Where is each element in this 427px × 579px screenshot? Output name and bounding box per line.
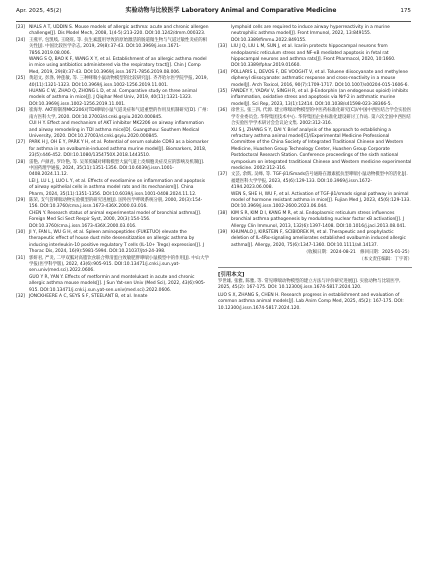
reference-entry <box>218 70 412 89</box>
received-dates: （收稿日期：2024-08-21 修回日期：2025-01-25） <box>303 250 412 256</box>
reference-entry <box>16 140 210 159</box>
reference-entry <box>16 294 210 300</box>
reference-number: [34] <box>218 69 228 75</box>
citation-english: LUO S X, ZHANG S, CHEN H. Research progress in establishment and evaluation of common asthma animal models[J]. Lab Anim Comp Med, 2025, 45(2): 167-175. DOI: 10.12300/j.issn.1674-5817.2024.120. <box>218 292 404 311</box>
reference-line: POLLARIS L, DEVOS F, DE VOOGHT V, et al. Toluene diisocyanate and methylene diphenyl diisocyanate: asthmatic response and cross-reactivity in a mouse model[J]. Arch Toxicol, 2016, 90(7):1709-1717. DOI:10.1007/s00204-015-1606-6. <box>231 69 409 88</box>
reference-line: NIALS A T, UDDIN S. Mouse models of allergic asthma: acute and chronic allergen challenge[J]. Dis Model Mech, 2008, 1(4-5):213-220. DOI:10.1242/dmm.000323. <box>29 25 209 37</box>
reference-line: 郭妍君, 严炎, 二甲双胍对高脂饮食联合卵清蛋白致敏肥胖哮喘小鼠模型中的作用[J]. 中山大学学报(医学科学版), 2022, 43(6):905-915. DOI:10.13471/j.cnki.j.sun.yat-sen.univ(med.sci).2022.0606. <box>29 255 209 274</box>
reference-entry <box>218 230 412 249</box>
reference-number: [24] <box>16 37 26 43</box>
reference-entry <box>218 25 412 44</box>
reference-line: XU S J, ZHANG S Y, DAI Y. Brief analysis of the approach to establishing a refractory asthma animal model[C]//Experimental Medicine Professional Committee of the China Society of Integrated Traditional Chinese and Western Medicine, Huashen Group Technology Center, Huashen Group Corporate Postdoctoral Research Station. Conference proceedings of the sixth national symposium on integrated traditional Chinese and Western medicine experimental medicine. 2002:312-316. <box>231 127 412 171</box>
reference-entry <box>16 108 210 140</box>
reference-entry <box>16 160 210 198</box>
reference-number: [38] <box>218 210 228 216</box>
reference-number: [35] <box>218 89 228 95</box>
running-header <box>16 7 411 19</box>
reference-number <box>218 25 228 44</box>
reference-number: [25] <box>16 76 26 82</box>
reference-text <box>231 89 412 108</box>
reference-line: 雷艳, 卢颜君, 罗玲艳, 等. 吴茱萸碱对哮喘模型大鼠气道上皮细胞炎症反应的影响及机制[J]. 中国药理学通报, 2024, 35(11):1351-1356. DOI:10.6039/j.issn.1001-0408.2024.11.12. <box>29 159 205 178</box>
reference-number: [32] <box>16 294 26 300</box>
reference-entry <box>218 211 412 230</box>
reference-number: [36] <box>218 108 228 114</box>
reference-entry <box>16 198 210 230</box>
reference-entry <box>16 38 210 76</box>
reference-line: LIU J Q, LIU L M, SUN J, et al. Icariin protects hippocampal neurons from endoplasmic reticulum stress and NF-κB mediated apoptosis in fetal rat hippocampal neurons and asthma rats[J]. Front Pharmacol, 2020, 10:1660. DOI:10.3389/fphar.2019.01660. <box>231 44 396 69</box>
reference-line: 陈荣, 支气管哮喘动物实验模型的研究进展[J]. 国外医学呼吸系统分册, 2000, 20(3):154-156. DOI:10.3760/cma.j.issn.1673-436X.2000.03.016. <box>29 197 203 210</box>
citation-chinese: 罗世雄, 张雅, 陈雅, 等. 常见哮喘动物模型的建立方法与评价研究进展[J]. 实验动物与比较医学, 2025, 45(2): 167-175. DOI: 10.12300/j.issn.1674-5817.2024.120. <box>218 279 401 291</box>
reference-line: WANG S Q, BAO K F, WANG X Y, et al. Establishment of an allergic asthma model in mice using antibiotics administered via the respiratory tract[J]. Chin J Comp Med, 2019, 29(8):37-43. DOI:10.3969/j.issn.1671-7856.2019.08.006. <box>29 57 207 75</box>
reference-line: PARK H J, OH E Y, PARK Y H, et al. Potential of serum soluble CD93 as a biomarker for asthma in an ovalbumin-induced asthma murine model[J]. Biomarkers, 2018, 23(5):446-452. DOI:10.1080/1354750X.2018.1443510. <box>29 140 209 159</box>
reference-number: [30] <box>16 230 26 235</box>
reference-line: KIM S R, KIM D I, KANG M R, et al. Endoplasmic reticulum stress influences bronchial asthma pathogenesis by modulating nuclear factor κB activation[J]. J Allergy Clin Immunol, 2013, 132(6):1397-1408. DOI:10.1016/j.jaci.2013.08.041. <box>231 210 407 229</box>
right-references <box>218 25 412 249</box>
reference-entry <box>218 89 412 108</box>
responsible-editor: （本文责任编辑：丁宇菁） <box>359 256 412 262</box>
reference-line: FANDEY Y, YADAV V, SINGH R, et al. β-Endorphin (an endogenous opioid) inhibits inflammation, oxidative stress and apoptosis via Nrf-2 in asthmatic murine model[J]. Sci Rep, 2023, 13(1):12414. DOI:10.1038/s41598-023-38366-5. <box>231 89 409 107</box>
reference-line: lymphoid cells are required to induce airway hyperreactivity in a murine neutrophilic asthma model[J]. Front Immunol, 2022, 13:849155. DOI:10.3389/fimmu.2022.849155. <box>231 25 390 43</box>
header-rule <box>16 21 411 22</box>
reference-text <box>29 160 210 198</box>
reference-entry <box>16 76 210 108</box>
reference-number: [33] <box>218 44 228 50</box>
reference-number: [37] <box>218 172 228 178</box>
reference-text <box>29 38 210 76</box>
reference-text <box>29 25 210 38</box>
reference-text <box>29 76 210 108</box>
reference-entry <box>16 256 210 294</box>
reference-entry <box>16 25 210 38</box>
reference-text <box>231 211 412 230</box>
reference-text <box>231 25 412 44</box>
left-column <box>16 25 210 300</box>
reference-line: CUI H Y. Effect and mechanism of AKT inhibitor MK2206 on airway inflammation and airway remodeling in TDI asthma mice[D]. Guangzhou: Southern Medical University, 2020. DOI:10.27003/d.cnki.gsyiu.2020.000845. <box>29 121 204 139</box>
reference-number: [29] <box>16 197 26 203</box>
reference-text <box>29 256 210 294</box>
reference-entry <box>16 230 210 256</box>
reference-text <box>231 230 412 249</box>
citation-block <box>218 271 412 312</box>
right-column <box>218 25 412 313</box>
reference-entry <box>218 44 412 70</box>
reference-line: WEN S, SHE H, WU F, et al. Activation of TGF-β1/smads signal pathway in animal model of hormone resistant asthma in mice[J]. Fujian Med J, 2023, 45(6):129-133. DOI:10.3969/j.issn.1002-2600.2023.06.044. <box>231 191 411 210</box>
citation-divider <box>218 267 412 268</box>
issue-info: Apr. 2025, 45(2) <box>16 8 62 14</box>
reference-text <box>29 140 210 159</box>
reference-line: HUANG C W, ZHAO Q, ZHONG L D, et al. Comparative study on three animal models of asthma in mice[J]. J Qiqihar Med Univ, 2019, 40(11):1321-1323. DOI:10.3969/j.issn.1002-1256.2019.11.001. <box>29 89 197 107</box>
reference-line: KHUMALO J, KIRSTEIN F, SCIBIOREK M, et al. Therapeutic and prophylactic deletion of IL-4Rα-signaling ameliorates established ovalbumin induced allergic asthma[J]. Allergy, 2020, 75(6):1347-1360. DOI:10.1111/all.14137. <box>231 230 406 248</box>
reference-number: [31] <box>16 255 26 261</box>
citation-heading: [引用本文] <box>218 272 245 279</box>
reference-line: 王燕平, 包凯岐, 王晓旺, 等. 抗生素滥用导致的原始激活的肠道微生物与气道过敏性炎症的相关性[J]. 中国比较医学杂志, 2019, 29(8):37-43. DOI:10.3969/j.issn.1671-7856.2019.08.006. <box>29 37 208 56</box>
reference-line: JONCKHEERE A C, SEYS S F, STEELANT B, et al. Innate <box>29 294 148 300</box>
reference-line: GUO Y R, YAN Y. Effects of metformin and montelukast in acute and chronic allergic asthma mouse models[J]. J Sun Yat-sen Univ (Med Sci), 2022, 43(6):905-915. DOI:10.13471/j.cnki.j.sun.yat-sen.univ(med.sci).2022.0606. <box>29 274 206 293</box>
journal-title: 实验动物与比较医学 Laboratory Animal and Comparative Medicine <box>125 7 337 14</box>
reference-number: [39] <box>218 230 228 235</box>
reference-text <box>29 230 210 256</box>
reference-text <box>29 108 210 140</box>
reference-number: [26] <box>16 108 26 114</box>
reference-entry <box>218 172 412 210</box>
reference-number: [27] <box>16 140 26 146</box>
reference-line: CHEN Y. Research status of animal experimental model of bronchial asthma[J]. Foreign Med Sci Sect Respir Syst, 2000, 20(3):154-156. DOI:10.3760/cma.j.issn.1673-436X.2000.03.016. <box>29 210 202 229</box>
reference-text <box>231 108 412 172</box>
reference-line: 徐世玉, 张三四, 代源. 建立哮喘动物模型的中医药标准化研究[C]//中国中西医结合学会实验医学专业委员会, 华得集团技术中心. 华得集团企业标准化建设研讨工作站. 第六次全国中西医结合实验医学学术研讨会会议论文集. 2002:312-316. <box>231 108 412 127</box>
reference-text <box>29 294 210 300</box>
reference-text <box>29 198 210 230</box>
reference-number: [23] <box>16 25 26 30</box>
reference-text <box>231 44 412 70</box>
reference-entry <box>218 108 412 172</box>
page-number: 175 <box>400 8 411 14</box>
reference-line: 文芸, 余辉, 吴峰, 等. TGF-β1/Smads信号通路在激素抵抗型哮喘小鼠动物模型中的活化[J]. 福建医科大学学报, 2023, 45(6):129-133. DOI:10.3969/j.issn.1672-4194.2023.06.008. <box>231 172 408 191</box>
reference-text <box>231 70 412 89</box>
reference-line: 黄超文, 彭涤, 钟莲敏, 等. 三种哮喘小鼠动物模型的比较研究[J]. 齐齐哈尔医学院学报, 2019, 40(11):1321-1323. DOI:10.3969/j.issn.1002-1256.2019.11.001. <box>29 76 208 88</box>
reference-number: [28] <box>16 159 26 165</box>
reference-line: 崔海寿. AKT抑制剂MK2206对TDI哮喘小鼠气道炎症和气道重塑的作用及机制研究[D]. 广州: 南方医科大学, 2020. DOI:10.27003/d.cnki.gsyiu.2020.000845. <box>29 108 209 120</box>
reference-line: JI Y, FAN L, WU G H, et al. Spleen aminopeptides (FUKETUO) elevate the therapeutic effect of house dust mite desensitization on allergic asthma by inducing interleukin-10 positive regulatory T cells (IL-10+ Tregs) expression[J]. J Thorac Dis, 2024, 16(9):5981-5994. DOI:10.21037/jtd-24-398. <box>29 230 204 255</box>
reference-line: LEI J, LU L J, LUO L Y, et al. Effects of evodiamine on inflammation and apoptosis of airway epithelial cells in asthma model rats and its mechanism[J]. China Pharm, 2024, 35(11):1351-1356. DOI:10.6039/j.issn.1001-0408.2024.11.12. <box>29 178 206 197</box>
reference-text <box>231 172 412 210</box>
